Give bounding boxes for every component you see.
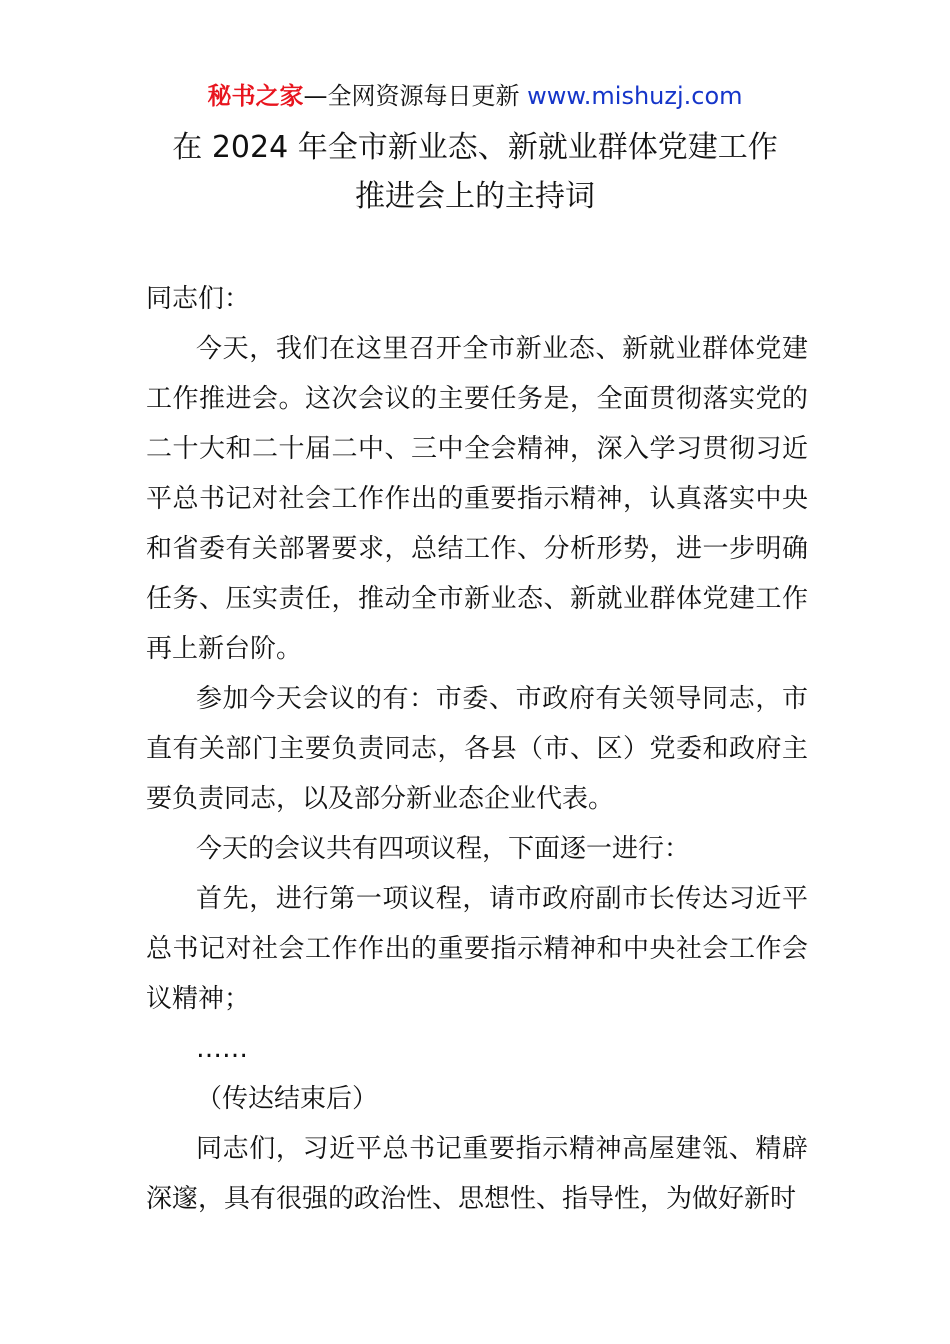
paragraph-closing: 同志们，习近平总书记重要指示精神高屋建瓴、精辟深邃，具有很强的政治性、思想性、指导性，为做好新时 [146,1134,808,1214]
salutation: 同志们： [146,284,251,314]
site-tagline: —全网资源每日更新 [303,82,528,110]
paragraph-agenda: 今天的会议共有四项议程，下面逐一进行： [196,834,691,864]
paragraph-attendees: 参加今天会议的有：市委、市政府有关领导同志，市直有关部门主要负责同志，各县（市、区）党委和政府主要负责同志，以及部分新业态企业代表。 [146,684,808,814]
document-body [146,274,808,1224]
document-title-line-2: 推进会上的主持词 [355,179,595,214]
site-brand: 秘书之家 [207,82,304,110]
paragraph-first-item: 首先，进行第一项议程，请市政府副市长传达习近平总书记对社会工作作出的重要指示精神和中央社会工作会议精神； [146,884,808,1014]
document-title-line-1: 在 2024 年全市新业态、新就业群体党建工作 [172,130,778,165]
paragraph-ellipsis: …… [196,1034,248,1064]
paragraph-after-relay: （传达结束后） [196,1084,379,1114]
site-url-link[interactable]: www.mishuzj.com [527,82,743,110]
site-header [0,78,950,114]
paragraph-opening: 今天，我们在这里召开全市新业态、新就业群体党建工作推进会。这次会议的主要任务是，全面贯彻落实党的二十大和二十届二中、三中全会精神，深入学习贯彻习近平总书记对社会工作作出的重要指示精神，认真落实中央和省委有关部署要求，总结工作、分析形势，进一步明确任务、压实责任，推动全市新业态、新就业群体党建工作再上新台阶。 [146,334,808,664]
